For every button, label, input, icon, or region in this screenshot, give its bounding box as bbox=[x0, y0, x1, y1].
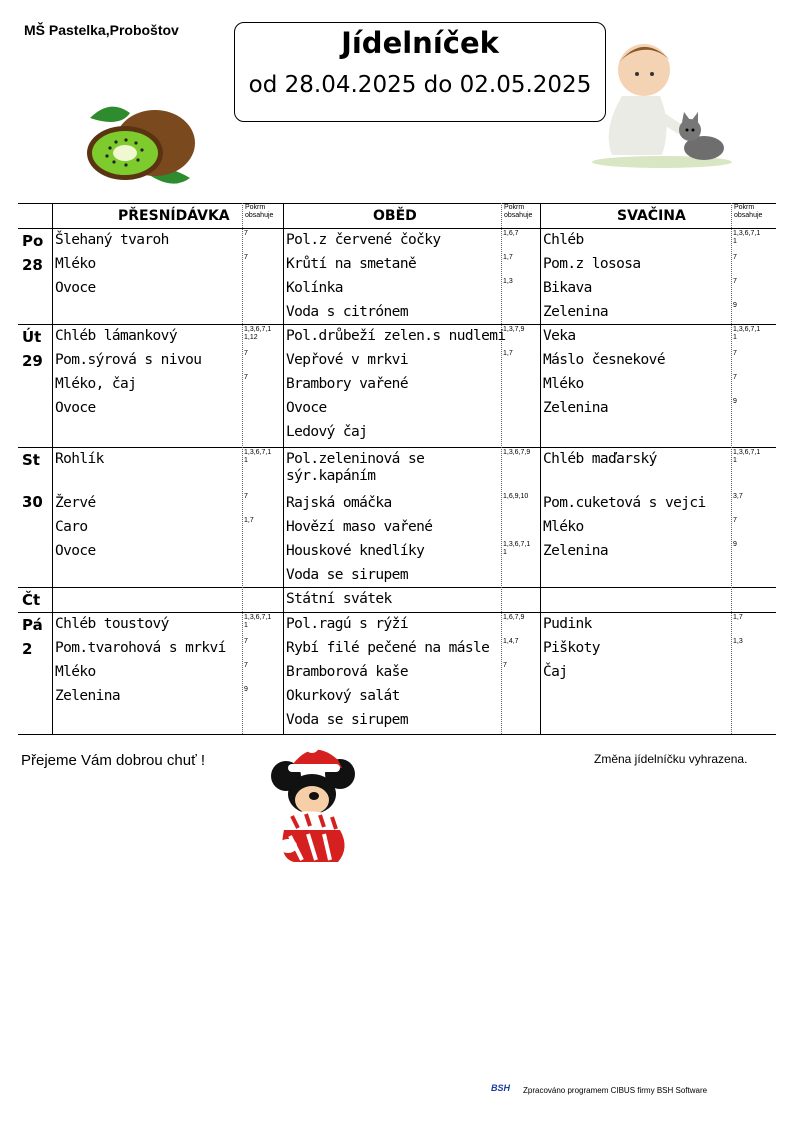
allergen-code: 7 bbox=[244, 638, 248, 645]
lunch-item: Brambory vařené bbox=[286, 376, 408, 392]
day-date: 28 bbox=[22, 256, 43, 274]
allergen-code: 7 bbox=[244, 230, 248, 237]
snack-item: Bikava bbox=[543, 280, 592, 296]
breakfast-item: Zelenina bbox=[55, 688, 121, 704]
allergen-code: 9 bbox=[733, 398, 737, 405]
breakfast-item: Ovoce bbox=[55, 543, 96, 559]
allergen-divider bbox=[731, 203, 732, 734]
snack-item: Piškoty bbox=[543, 640, 600, 656]
column-header-breakfast: PŘESNÍDÁVKA bbox=[118, 208, 230, 224]
snack-item: Zelenina bbox=[543, 543, 609, 559]
allergen-divider bbox=[242, 203, 243, 734]
column-header-lunch: OBĚD bbox=[373, 208, 417, 224]
column-header-snack: SVAČINA bbox=[617, 208, 686, 224]
allergen-code: 7 bbox=[503, 662, 507, 669]
allergen-header: Pokrm obsahuje bbox=[504, 204, 533, 219]
allergen-code: 7 bbox=[733, 517, 737, 524]
breakfast-item: Chléb lámankový bbox=[55, 328, 177, 344]
bsh-logo: BSH bbox=[491, 1083, 511, 1093]
page-title: Jídelníček bbox=[341, 26, 499, 60]
table-bottom-rule bbox=[18, 734, 776, 735]
lunch-item: Krůtí na smetaně bbox=[286, 256, 417, 272]
lunch-item: Pol.drůbeží zelen.s nudlemi bbox=[286, 328, 506, 344]
snack-item: Zelenina bbox=[543, 304, 609, 320]
allergen-code: 1,6,7,9 bbox=[503, 614, 525, 621]
allergen-code: 1,3,6,7,9 bbox=[503, 449, 531, 456]
school-name: MŠ Pastelka,Proboštov bbox=[24, 22, 179, 38]
allergen-code: 1,3,7,9 bbox=[503, 326, 525, 333]
lunch-item: Ovoce bbox=[286, 400, 327, 416]
breakfast-item: Ovoce bbox=[55, 400, 96, 416]
allergen-code: 9 bbox=[244, 686, 248, 693]
breakfast-item: Šlehaný tvaroh bbox=[55, 232, 169, 248]
allergen-divider bbox=[501, 203, 502, 734]
lunch-item: Voda se sirupem bbox=[286, 567, 408, 583]
allergen-code: 1,7 bbox=[503, 254, 513, 261]
snack-item: Zelenina bbox=[543, 400, 609, 416]
day-separator bbox=[18, 612, 776, 613]
day-separator bbox=[18, 324, 776, 325]
allergen-code: 1,3,6,7,1 1 bbox=[733, 449, 761, 464]
lunch-item: Voda s citrónem bbox=[286, 304, 408, 320]
lunch-item: Houskové knedlíky bbox=[286, 543, 425, 559]
column-divider bbox=[540, 203, 541, 734]
allergen-code: 1,3 bbox=[503, 278, 513, 285]
snack-item: Pudink bbox=[543, 616, 592, 632]
allergen-header: Pokrm obsahuje bbox=[245, 204, 274, 219]
lunch-item: Vepřové v mrkvi bbox=[286, 352, 408, 368]
lunch-item: Pol.z červené čočky bbox=[286, 232, 441, 248]
snack-item: Mléko bbox=[543, 519, 584, 535]
day-separator bbox=[18, 447, 776, 448]
breakfast-item: Mléko bbox=[55, 664, 96, 680]
day-date: 30 bbox=[22, 493, 43, 511]
footer-note: Změna jídelníčku vyhrazena. bbox=[594, 752, 748, 766]
snack-item: Pom.cuketová s vejci bbox=[543, 495, 706, 511]
lunch-item: Voda se sirupem bbox=[286, 712, 408, 728]
allergen-code: 1,4,7 bbox=[503, 638, 519, 645]
column-divider bbox=[52, 203, 53, 734]
allergen-code: 1,3,6,7,1 1 bbox=[244, 614, 272, 629]
allergen-code: 1,7 bbox=[503, 350, 513, 357]
allergen-code: 1,3,6,7,1 1 bbox=[733, 326, 761, 341]
allergen-header: Pokrm obsahuje bbox=[734, 204, 763, 219]
allergen-code: 9 bbox=[733, 302, 737, 309]
day-separator bbox=[18, 587, 776, 588]
allergen-code: 7 bbox=[244, 350, 248, 357]
breakfast-item: Pom.sýrová s nivou bbox=[55, 352, 202, 368]
allergen-code: 1,6,9,10 bbox=[503, 493, 529, 500]
snack-item: Chléb maďarský bbox=[543, 451, 657, 467]
table-top-rule bbox=[18, 203, 776, 204]
allergen-code: 1,3 bbox=[733, 638, 743, 645]
lunch-item: Rybí filé pečené na másle bbox=[286, 640, 490, 656]
day-name: St bbox=[22, 451, 40, 469]
child-kitten-image bbox=[582, 30, 742, 170]
allergen-code: 1,7 bbox=[733, 614, 743, 621]
allergen-code: 1,3,6,7,1 1 bbox=[503, 541, 531, 556]
day-name: Po bbox=[22, 232, 44, 250]
breakfast-item: Rohlík bbox=[55, 451, 104, 467]
snack-item: Mléko bbox=[543, 376, 584, 392]
kiwi-image bbox=[80, 98, 200, 190]
allergen-code: 7 bbox=[733, 350, 737, 357]
software-credit: Zpracováno programem CIBUS firmy BSH Software bbox=[523, 1086, 708, 1095]
allergen-code: 1,7 bbox=[244, 517, 254, 524]
day-name: Pá bbox=[22, 616, 43, 634]
allergen-code: 1,3,6,7,1 1 bbox=[733, 230, 761, 245]
breakfast-item: Ovoce bbox=[55, 280, 96, 296]
allergen-code: 9 bbox=[733, 541, 737, 548]
day-date: 2 bbox=[22, 640, 33, 658]
breakfast-item: Žervé bbox=[55, 495, 96, 511]
snack-item: Máslo česnekové bbox=[543, 352, 665, 368]
menu-period: od 28.04.2025 do 02.05.2025 bbox=[248, 72, 592, 98]
allergen-code: 1,3,6,7,1 1,12 bbox=[244, 326, 272, 341]
lunch-item: Hovězí maso vařené bbox=[286, 519, 433, 535]
snack-item: Pom.z lososa bbox=[543, 256, 641, 272]
header-rule bbox=[18, 228, 776, 229]
allergen-code: 7 bbox=[244, 374, 248, 381]
breakfast-item: Pom.tvarohová s mrkví bbox=[55, 640, 226, 656]
breakfast-item: Mléko bbox=[55, 256, 96, 272]
snack-item: Veka bbox=[543, 328, 576, 344]
lunch-item: Státní svátek bbox=[286, 591, 392, 607]
lunch-item: Pol.zeleninová se sýr.kapáním bbox=[286, 451, 425, 484]
allergen-code: 3,7 bbox=[733, 493, 743, 500]
footer-wish: Přejeme Vám dobrou chuť ! bbox=[21, 752, 206, 769]
snack-item: Chléb bbox=[543, 232, 584, 248]
allergen-code: 7 bbox=[733, 278, 737, 285]
allergen-code: 7 bbox=[733, 254, 737, 261]
day-date: 29 bbox=[22, 352, 43, 370]
allergen-code: 7 bbox=[244, 254, 248, 261]
lunch-item: Okurkový salát bbox=[286, 688, 400, 704]
lunch-item: Rajská omáčka bbox=[286, 495, 392, 511]
breakfast-item: Caro bbox=[55, 519, 88, 535]
day-name: Čt bbox=[22, 591, 41, 609]
allergen-code: 1,3,6,7,1 1 bbox=[244, 449, 272, 464]
breakfast-item: Mléko, čaj bbox=[55, 376, 137, 392]
allergen-code: 7 bbox=[244, 662, 248, 669]
allergen-code: 1,6,7 bbox=[503, 230, 519, 237]
allergen-code: 7 bbox=[733, 374, 737, 381]
column-divider bbox=[283, 203, 284, 734]
day-name: Út bbox=[22, 328, 42, 346]
lunch-item: Pol.ragú s rýží bbox=[286, 616, 408, 632]
allergen-code: 7 bbox=[244, 493, 248, 500]
lunch-item: Bramborová kaše bbox=[286, 664, 408, 680]
mickey-image bbox=[268, 738, 360, 866]
snack-item: Čaj bbox=[543, 664, 568, 680]
breakfast-item: Chléb toustový bbox=[55, 616, 169, 632]
lunch-item: Kolínka bbox=[286, 280, 343, 296]
lunch-item: Ledový čaj bbox=[286, 424, 368, 440]
